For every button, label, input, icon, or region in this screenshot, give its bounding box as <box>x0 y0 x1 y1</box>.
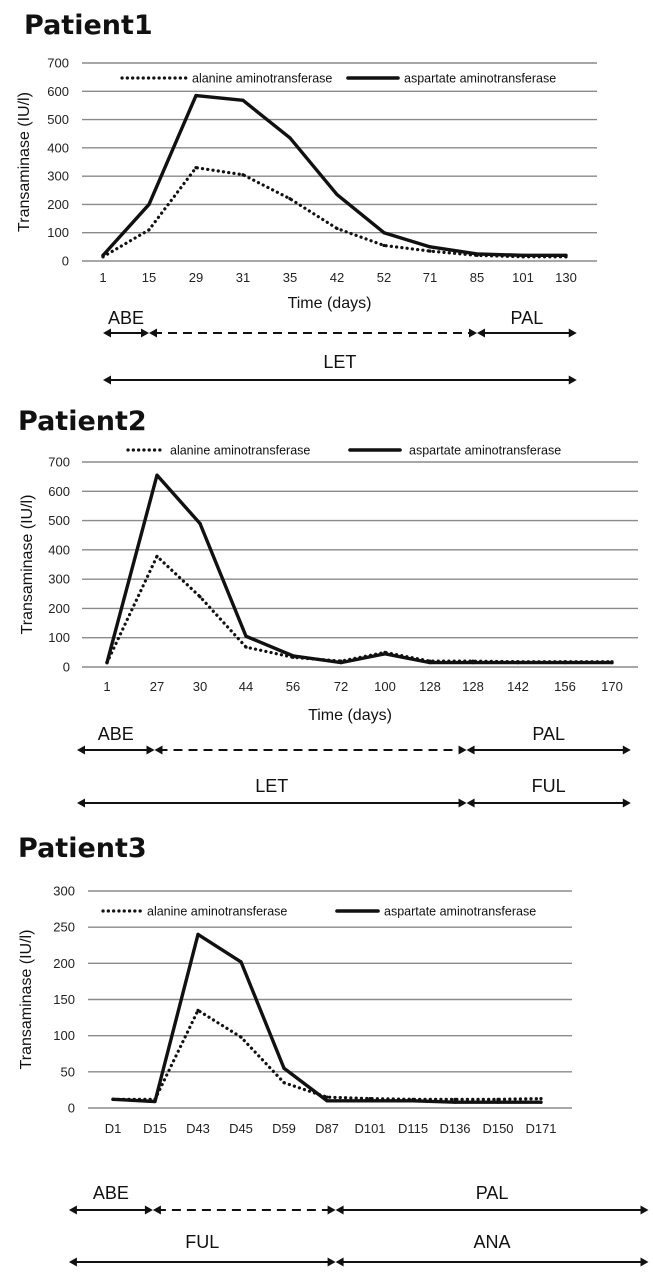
phase-label: ABE <box>97 724 134 744</box>
x-tick-label: 101 <box>512 270 534 285</box>
phase-arrow <box>153 1206 336 1215</box>
arrowhead-left <box>336 1206 344 1215</box>
x-tick-label: 128 <box>419 679 441 694</box>
ast-data-point <box>153 1100 156 1103</box>
alt-data-point <box>244 645 247 648</box>
phase-arrow <box>103 352 577 385</box>
y-tick-label: 700 <box>47 55 69 71</box>
chart-panel-2 <box>18 406 638 808</box>
legend-alt-label: alanine aminotransferase <box>192 71 333 86</box>
alt-series-line <box>107 556 612 662</box>
y-tick-label: 300 <box>53 883 75 899</box>
ast-data-point <box>147 203 150 206</box>
ast-data-point <box>610 661 613 664</box>
x-tick-label: 1 <box>99 270 107 285</box>
alt-series-line <box>103 168 566 257</box>
y-tick-label: 500 <box>47 112 69 128</box>
x-tick-label: 170 <box>601 679 623 694</box>
arrowhead-left <box>477 329 485 338</box>
arrowhead-right <box>328 1258 336 1267</box>
arrowhead-right <box>459 799 467 808</box>
y-tick-label: 600 <box>48 483 70 499</box>
y-tick-label: 100 <box>48 630 70 646</box>
ast-data-point <box>496 1101 499 1104</box>
ast-data-point <box>368 1099 371 1102</box>
y-tick-label: 500 <box>48 513 70 529</box>
x-tick-label: 30 <box>192 679 208 694</box>
y-tick-label: 0 <box>67 1100 75 1116</box>
y-tick-label: 50 <box>60 1064 75 1080</box>
x-tick-label: 29 <box>188 270 204 285</box>
x-tick-label: 52 <box>376 270 392 285</box>
arrowhead-right <box>459 746 467 755</box>
alt-data-point <box>428 250 431 253</box>
phase-label: PAL <box>532 724 566 744</box>
alt-data-point <box>496 1098 499 1101</box>
arrowhead-right <box>469 329 477 338</box>
y-tick-label: 100 <box>53 1028 75 1044</box>
alt-data-point <box>335 227 338 230</box>
x-tick-label: D115 <box>397 1121 429 1136</box>
x-tick-label: 142 <box>507 679 529 694</box>
ast-data-point <box>194 94 197 97</box>
y-tick-label: 200 <box>48 600 70 616</box>
phase-label: PAL <box>510 308 544 328</box>
phase-arrow <box>149 329 477 338</box>
arrowhead-left <box>77 746 85 755</box>
arrowhead-left <box>69 1206 77 1215</box>
arrowhead-right <box>145 1206 153 1215</box>
x-tick-label: D43 <box>186 1121 210 1136</box>
x-tick-label: 100 <box>374 679 396 694</box>
chart-panel-1 <box>16 10 597 385</box>
phase-arrow <box>155 746 467 755</box>
y-tick-label: 250 <box>53 919 75 935</box>
phase-label: ANA <box>473 1232 511 1252</box>
y-axis-label: Transaminase (IU/l) <box>16 92 33 232</box>
alt-data-point <box>239 1036 242 1039</box>
y-tick-label: 700 <box>48 454 70 470</box>
alt-data-point <box>194 166 197 169</box>
ast-data-point <box>453 1101 456 1104</box>
phase-label: ABE <box>107 308 145 328</box>
alt-data-point <box>241 173 244 176</box>
ast-data-point <box>339 661 342 664</box>
ast-data-point <box>101 254 104 257</box>
ast-data-point <box>382 231 385 234</box>
x-tick-label: D1 <box>104 1121 122 1136</box>
ast-data-point <box>155 474 158 477</box>
ast-data-point <box>428 661 431 664</box>
x-tick-label: 156 <box>554 679 576 694</box>
arrowhead-right <box>641 1258 649 1267</box>
ast-data-point <box>428 245 431 248</box>
x-tick-label: D59 <box>272 1121 296 1136</box>
legend-ast-label: aspartate aminotransferase <box>409 443 562 458</box>
ast-data-point <box>411 1099 414 1102</box>
arrowhead-right <box>641 1206 649 1215</box>
y-tick-label: 300 <box>48 571 70 587</box>
arrowhead-right <box>569 329 577 338</box>
phase-label: PAL <box>475 1183 509 1203</box>
phase-arrow <box>467 724 631 755</box>
ast-data-point <box>241 99 244 102</box>
ast-data-point <box>196 933 199 936</box>
y-tick-label: 200 <box>47 196 69 212</box>
ast-data-point <box>521 254 524 257</box>
arrowhead-right <box>623 799 631 808</box>
x-axis-label: Time (days) <box>308 707 392 724</box>
arrowhead-right <box>147 746 155 755</box>
y-tick-label: 0 <box>62 659 70 675</box>
arrowhead-left <box>467 799 475 808</box>
x-tick-label: D87 <box>315 1121 339 1136</box>
y-tick-label: 600 <box>47 83 69 99</box>
x-tick-label: D136 <box>439 1121 471 1136</box>
arrowhead-left <box>153 1206 161 1215</box>
x-tick-label: D45 <box>229 1121 253 1136</box>
x-tick-label: 31 <box>235 270 251 285</box>
x-tick-label: 128 <box>462 679 484 694</box>
panel-title: Patient2 <box>18 406 147 437</box>
x-tick-label: 85 <box>469 270 485 285</box>
legend-ast-label: aspartate aminotransferase <box>384 904 537 919</box>
alt-series-line <box>113 1010 541 1099</box>
phase-arrow <box>69 1183 153 1215</box>
chart-panel-3 <box>18 833 649 1267</box>
panel-title: Patient3 <box>18 833 147 864</box>
alt-data-point <box>282 1081 285 1084</box>
alt-data-point <box>382 244 385 247</box>
legend-ast-label: aspartate aminotransferase <box>404 71 557 86</box>
y-tick-label: 0 <box>61 253 69 269</box>
phase-arrow <box>77 776 467 808</box>
x-tick-label: 15 <box>141 270 157 285</box>
x-tick-label: 72 <box>333 679 349 694</box>
ast-data-point <box>111 1098 114 1101</box>
phase-label: FUL <box>531 776 566 796</box>
x-tick-label: 71 <box>422 270 438 285</box>
ast-data-point <box>563 661 566 664</box>
ast-data-point <box>564 254 567 257</box>
arrowhead-left <box>103 376 111 385</box>
ast-data-point <box>291 654 294 657</box>
alt-data-point <box>147 228 150 231</box>
legend-alt-label: alanine aminotransferase <box>170 443 311 458</box>
x-tick-label: D15 <box>143 1121 167 1136</box>
alt-data-point <box>196 1009 199 1012</box>
x-tick-label: 44 <box>238 679 254 694</box>
y-axis-label: Transaminase (IU/l) <box>19 494 36 635</box>
arrowhead-right <box>328 1206 336 1215</box>
x-tick-label: 27 <box>149 679 165 694</box>
ast-data-point <box>244 635 247 638</box>
ast-data-point <box>198 522 201 525</box>
panel-title: Patient1 <box>24 10 153 41</box>
x-tick-label: 130 <box>555 270 577 285</box>
ast-data-point <box>475 252 478 255</box>
alt-data-point <box>155 555 158 558</box>
alt-data-point <box>539 1097 542 1100</box>
arrowhead-right <box>623 746 631 755</box>
x-tick-label: D101 <box>354 1121 386 1136</box>
x-tick-label: 1 <box>103 679 111 694</box>
phase-arrow <box>477 308 577 338</box>
ast-data-point <box>383 652 386 655</box>
legend-alt-label: alanine aminotransferase <box>147 904 288 919</box>
ast-series-line <box>107 475 612 662</box>
ast-data-point <box>539 1101 542 1104</box>
ast-series-line <box>113 934 541 1102</box>
phase-label: LET <box>255 776 289 796</box>
phase-arrow <box>467 776 631 808</box>
arrowhead-right <box>141 329 149 338</box>
x-axis-label: Time (days) <box>287 295 372 312</box>
phase-arrow <box>336 1183 649 1215</box>
y-tick-label: 100 <box>47 225 69 241</box>
alt-data-point <box>288 197 291 200</box>
x-tick-label: 56 <box>285 679 301 694</box>
arrowhead-left <box>149 329 157 338</box>
x-tick-label: D150 <box>482 1121 514 1136</box>
x-tick-label: 35 <box>282 270 298 285</box>
arrowhead-left <box>69 1258 77 1267</box>
y-tick-label: 200 <box>53 955 75 971</box>
arrowhead-left <box>77 799 85 808</box>
y-tick-label: 400 <box>47 140 69 156</box>
x-tick-label: 42 <box>329 270 345 285</box>
arrowhead-left <box>467 746 475 755</box>
alt-data-point <box>453 1098 456 1101</box>
ast-data-point <box>325 1099 328 1102</box>
y-tick-label: 150 <box>53 992 75 1007</box>
arrowhead-left <box>336 1258 344 1267</box>
y-axis-label: Transaminase (IU/l) <box>18 929 35 1070</box>
phase-label: FUL <box>185 1232 220 1252</box>
y-tick-label: 400 <box>48 542 70 558</box>
ast-data-point <box>471 661 474 664</box>
arrowhead-right <box>569 376 577 385</box>
arrowhead-left <box>155 746 163 755</box>
phase-arrow <box>336 1232 649 1267</box>
ast-data-point <box>282 1067 285 1070</box>
phase-label: LET <box>323 352 357 372</box>
ast-data-point <box>335 193 338 196</box>
phase-arrow <box>103 308 149 338</box>
x-tick-label: D171 <box>525 1121 557 1136</box>
ast-data-point <box>516 661 519 664</box>
phase-arrow <box>69 1232 336 1267</box>
alt-data-point <box>198 595 201 598</box>
ast-data-point <box>105 661 108 664</box>
phase-arrow <box>77 724 155 755</box>
ast-data-point <box>288 136 291 139</box>
phase-label: ABE <box>92 1183 129 1203</box>
y-tick-label: 300 <box>47 168 69 184</box>
arrowhead-left <box>103 329 111 338</box>
ast-data-point <box>239 960 242 963</box>
